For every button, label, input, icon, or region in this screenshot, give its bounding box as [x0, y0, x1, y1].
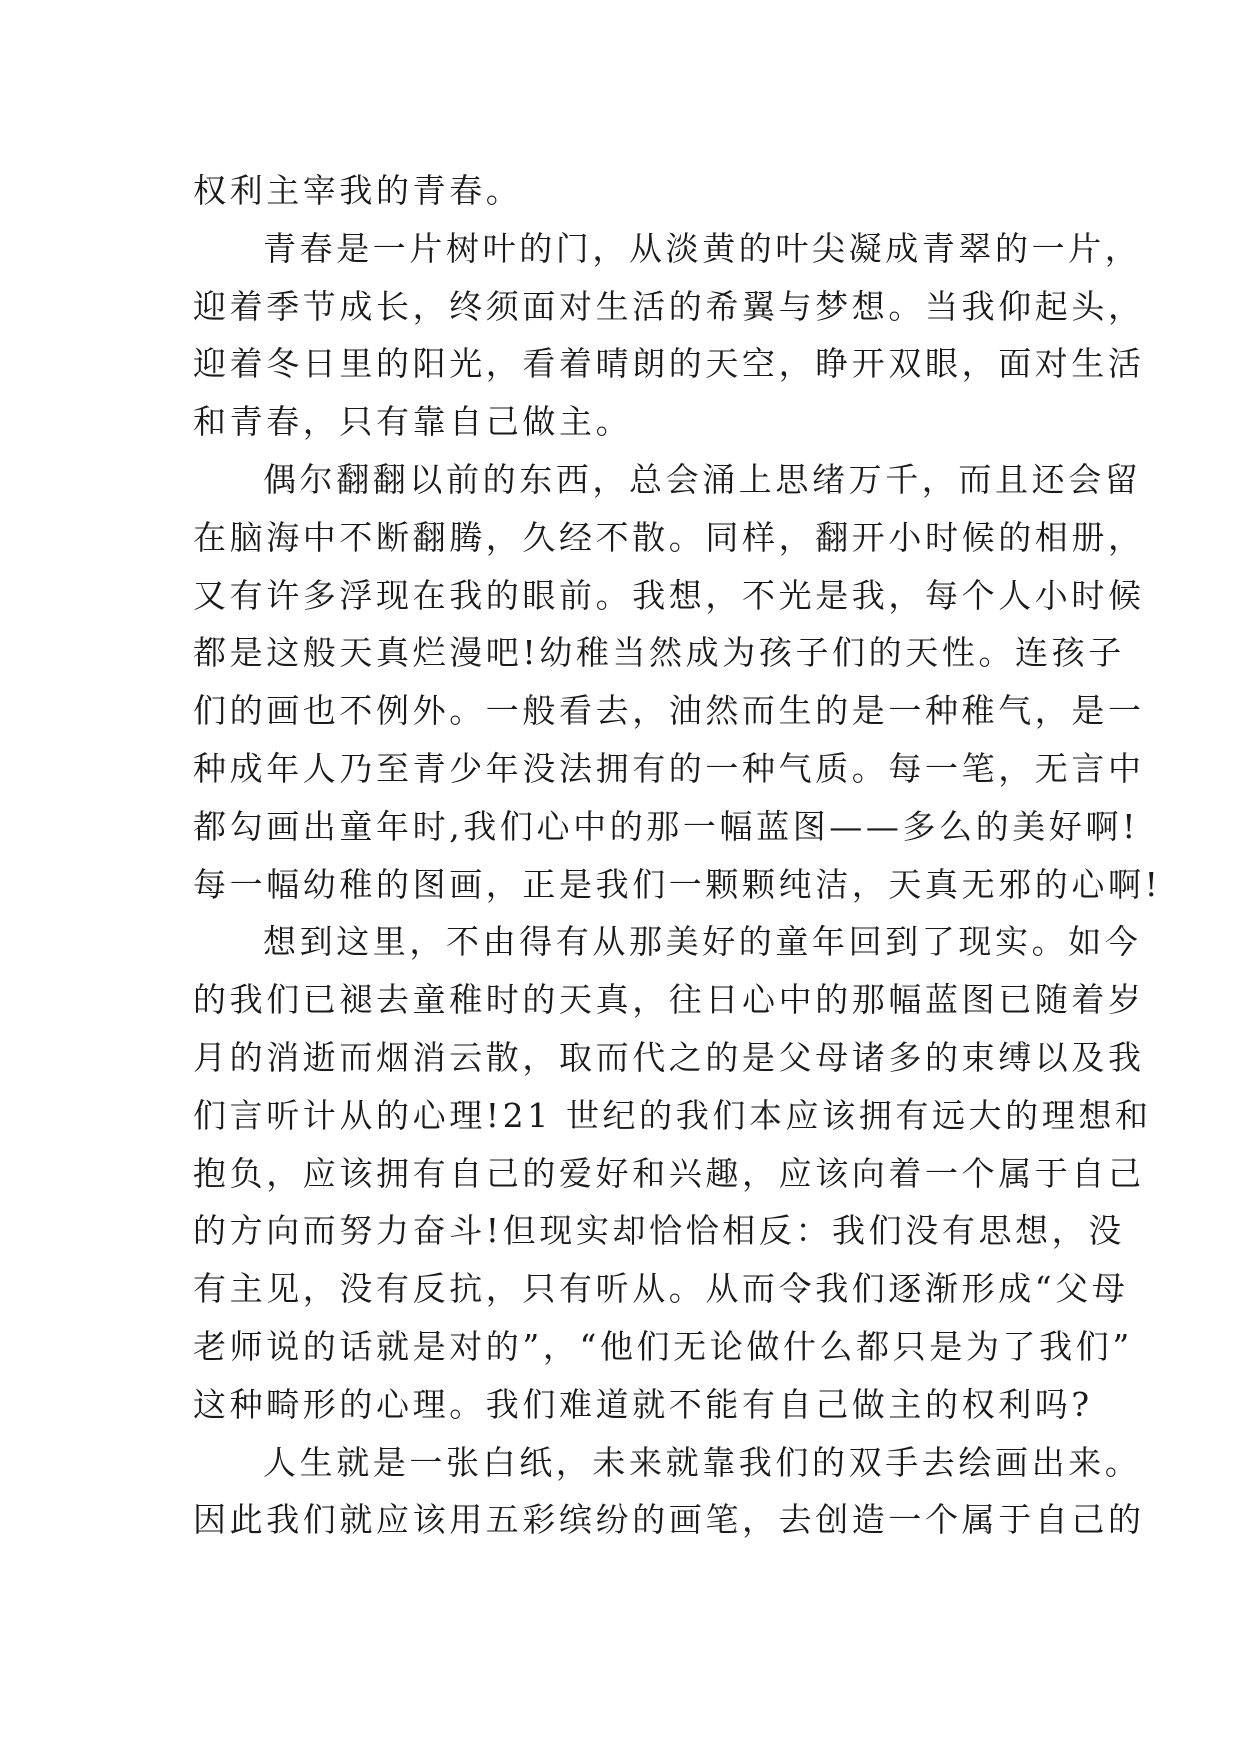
text-line: 迎着季节成长，终须面对生活的希翼与梦想。当我仰起头， — [193, 286, 1145, 326]
paragraph-start-line: 想到这里，不由得有从那美好的童年回到了现实。如今 — [263, 922, 1142, 962]
text-line: 和青春，只有靠自己做主。 — [193, 402, 633, 442]
text-line: 都是这般天真烂漫吧!幼稚当然成为孩子们的天性。连孩子 — [193, 633, 1125, 673]
paragraph-start-line: 人生就是一张白纸，未来就靠我们的双手去绘画出来。 — [263, 1442, 1142, 1482]
text-line: 们言听计从的心理!21 世纪的我们本应该拥有远大的理想和 — [193, 1095, 1152, 1135]
text-line: 们的画也不例外。一般看去，油然而生的是一种稚气，是一 — [193, 691, 1145, 731]
text-line: 老师说的话就是对的”，“他们无论做什么都只是为了我们” — [193, 1326, 1133, 1366]
text-line: 都勾画出童年时,我们心中的那一幅蓝图——多么的美好啊! — [193, 806, 1139, 846]
text-line: 又有许多浮现在我的眼前。我想，不光是我，每个人小时候 — [193, 575, 1145, 615]
text-line: 种成年人乃至青少年没法拥有的一种气质。每一笔，无言中 — [193, 748, 1145, 788]
text-line: 有主见，没有反抗，只有听从。从而令我们逐渐形成“父母 — [193, 1269, 1129, 1309]
text-line: 迎着冬日里的阳光，看着晴朗的天空，睁开双眼，面对生活 — [193, 344, 1145, 384]
body-text — [193, 162, 1162, 1549]
text-line: 每一幅幼稚的图画，正是我们一颗颗纯洁，天真无邪的心啊! — [193, 864, 1162, 904]
text-line: 月的消逝而烟消云散，取而代之的是父母诸多的束缚以及我 — [193, 1037, 1145, 1077]
text-line: 抱负，应该拥有自己的爱好和兴趣，应该向着一个属于自己 — [193, 1153, 1145, 1193]
text-line: 因此我们就应该用五彩缤纷的画笔，去创造一个属于自己的 — [193, 1500, 1145, 1540]
text-line: 这种畸形的心理。我们难道就不能有自己做主的权利吗? — [193, 1384, 1093, 1424]
text-line: 的我们已褪去童稚时的天真，往日心中的那幅蓝图已随着岁 — [193, 980, 1145, 1020]
paragraph-start-line: 偶尔翻翻以前的东西，总会涌上思绪万千，而且还会留 — [263, 459, 1142, 499]
paragraph-start-line: 青春是一片树叶的门，从淡黄的叶尖凝成青翠的一片， — [263, 228, 1142, 268]
text-line: 在脑海中不断翻腾，久经不散。同样，翻开小时候的相册， — [193, 517, 1145, 557]
text-line: 权利主宰我的青春。 — [193, 171, 523, 210]
text-line: 的方向而努力奋斗!但现实却恰恰相反：我们没有思想，没 — [193, 1211, 1125, 1251]
